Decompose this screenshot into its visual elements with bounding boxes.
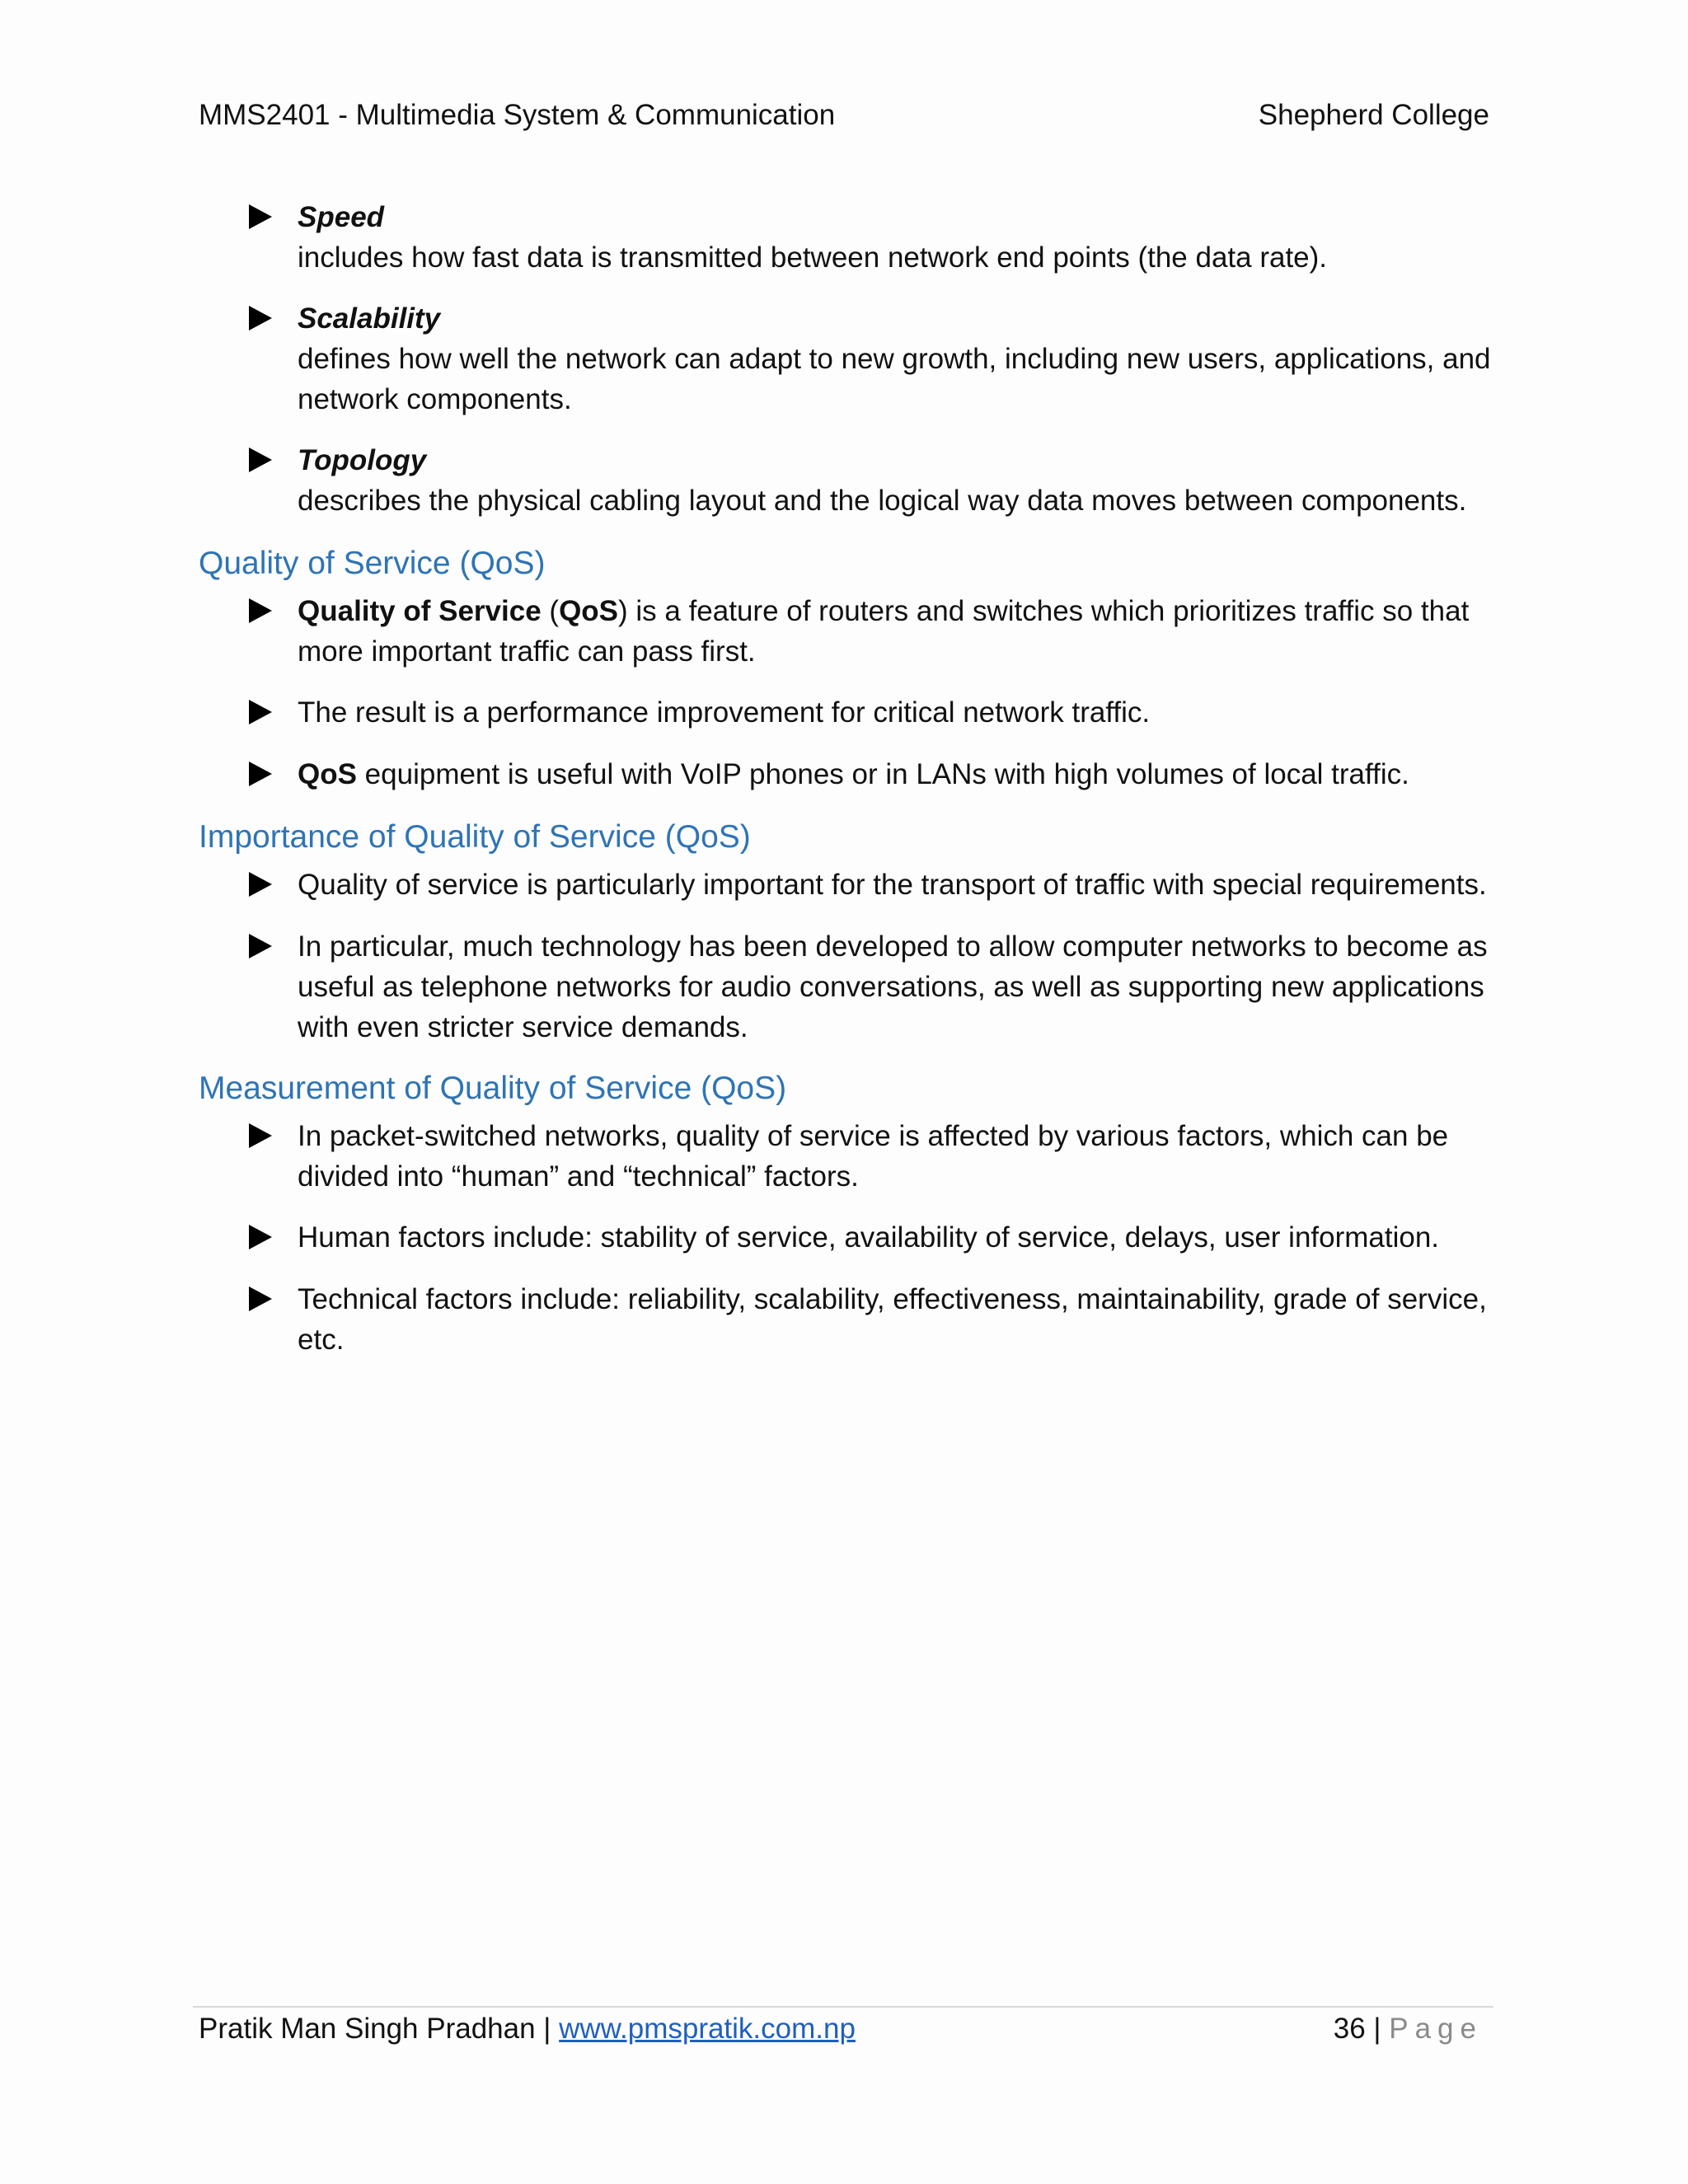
qos-bullet-1-line2: more important traffic can pass first. <box>298 635 756 668</box>
qos-abbr-bold: QoS <box>298 758 357 790</box>
bullet-arrow-icon <box>249 448 272 472</box>
bullet-arrow-icon <box>249 598 272 623</box>
footer-divider <box>193 2006 1493 2008</box>
term-speed-description: includes how fast data is transmitted between network end points (the data rate). <box>298 241 1328 274</box>
term-scalability-description-line1: defines how well the network can adapt to new growth, including new users, applications, and <box>298 343 1491 375</box>
bullet-arrow-icon <box>249 762 272 786</box>
term-topology: Topology <box>298 444 427 476</box>
importance-bullet-2-line1: In particular, much technology has been developed to allow computer networks to become as <box>298 930 1488 963</box>
footer-author-name: Pratik Man Singh Pradhan | <box>199 2013 560 2045</box>
importance-bullet-1: Quality of service is particularly important for the transport of traffic with special requirements. <box>298 869 1487 901</box>
qos-term-bold: Quality of Service <box>298 595 542 627</box>
page-separator: | <box>1365 2013 1390 2045</box>
qos-bullet-1-line1 <box>298 591 1469 631</box>
qos-bullet-3 <box>298 754 1409 794</box>
bullet-arrow-icon <box>249 1225 272 1249</box>
term-speed: Speed <box>298 201 385 233</box>
footer-author <box>199 2013 856 2046</box>
page-number: 36 <box>1333 2013 1366 2045</box>
measurement-bullet-3-line1: Technical factors include: reliability, scalability, effectiveness, maintainability, grade of service, <box>298 1283 1487 1315</box>
bullet-arrow-icon <box>249 306 272 330</box>
term-scalability-description-line2: network components. <box>298 383 572 415</box>
term-scalability: Scalability <box>298 302 441 335</box>
text-fragment: ) is a feature of routers and switches which prioritizes traffic so that <box>618 595 1470 627</box>
text-fragment: equipment is useful with VoIP phones or in LANs with high volumes of local traffic. <box>356 758 1409 790</box>
measurement-bullet-1-line1: In packet-switched networks, quality of service is affected by various factors, which can be <box>298 1120 1449 1152</box>
section-heading-measurement: Measurement of Quality of Service (QoS) <box>199 1071 787 1106</box>
section-heading-qos: Quality of Service (QoS) <box>199 546 546 581</box>
importance-bullet-2-line2: useful as telephone networks for audio conversations, as well as supporting new applications <box>298 971 1484 1003</box>
bullet-arrow-icon <box>249 204 272 229</box>
bullet-arrow-icon <box>249 1286 272 1311</box>
bullet-arrow-icon <box>249 700 272 724</box>
page-word: Page <box>1389 2013 1483 2045</box>
importance-bullet-2-line3: with even stricter service demands. <box>298 1011 748 1043</box>
header-college-name: Shepherd College <box>1258 99 1489 131</box>
qos-bullet-2: The result is a performance improvement for critical network traffic. <box>298 696 1151 729</box>
term-topology-description: describes the physical cabling layout and the logical way data moves between components. <box>298 485 1467 517</box>
footer-website-link[interactable]: www.pmspratik.com.np <box>559 2013 856 2045</box>
text-fragment: ( <box>541 595 560 627</box>
bullet-arrow-icon <box>249 934 272 958</box>
measurement-bullet-3-line2: etc. <box>298 1324 345 1356</box>
section-heading-importance: Importance of Quality of Service (QoS) <box>199 819 751 855</box>
footer-page-number <box>1334 2013 1483 2046</box>
measurement-bullet-1-line2: divided into “human” and “technical” factors. <box>298 1160 859 1193</box>
qos-abbr-bold: QoS <box>559 595 619 627</box>
bullet-arrow-icon <box>249 872 272 897</box>
header-course-title: MMS2401 - Multimedia System & Communication <box>199 99 836 131</box>
measurement-bullet-2: Human factors include: stability of service, availability of service, delays, user information. <box>298 1221 1440 1254</box>
bullet-arrow-icon <box>249 1123 272 1148</box>
